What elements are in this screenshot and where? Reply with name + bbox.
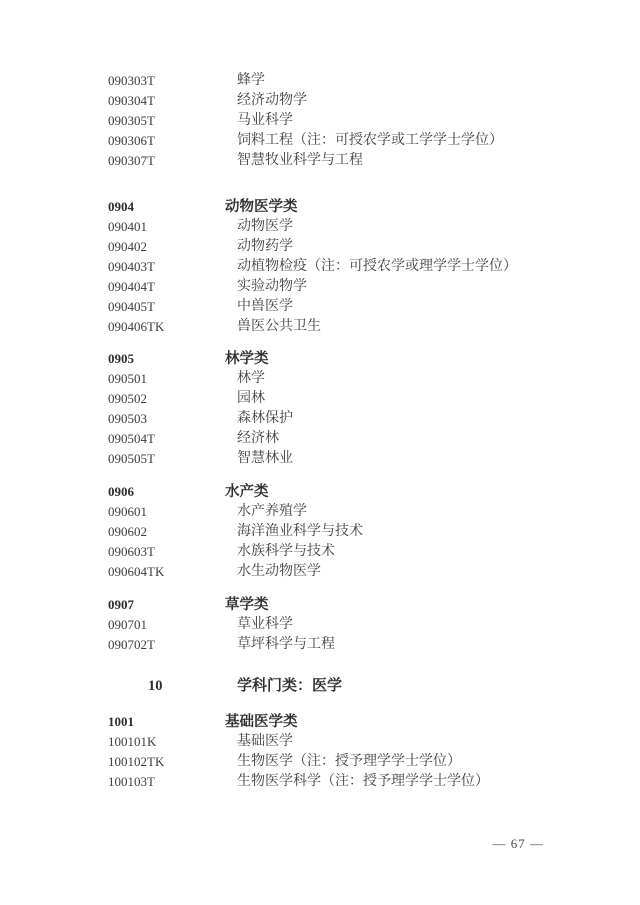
major-name: 实验动物学	[237, 279, 307, 294]
major-code: 090505T	[108, 451, 155, 466]
major-name: 智慧牧业科学与工程	[237, 153, 363, 168]
category-title: 林学类	[225, 351, 269, 367]
major-code: 090403T	[108, 259, 155, 274]
major-name: 饲料工程（注：可授农学或工学学士学位）	[237, 133, 503, 148]
major-name: 森林保护	[237, 411, 293, 426]
major-name: 基础医学	[237, 734, 293, 749]
category-code: 1001	[108, 714, 134, 729]
major-row	[108, 772, 600, 792]
major-name: 兽医公共卫生	[237, 319, 321, 334]
category-code: 0905	[108, 351, 134, 366]
major-code: 090401	[108, 219, 147, 234]
major-code: 090306T	[108, 133, 155, 148]
major-code: 090305T	[108, 113, 155, 128]
major-row	[108, 277, 600, 297]
major-code: 090601	[108, 504, 147, 519]
major-code: 090501	[108, 371, 147, 386]
category-title: 基础医学类	[225, 714, 298, 730]
major-name: 园林	[237, 391, 265, 406]
major-name: 中兽医学	[237, 299, 293, 314]
major-code: 090402	[108, 239, 147, 254]
category-row	[108, 712, 600, 732]
major-name: 草坪科学与工程	[237, 637, 335, 652]
major-row	[108, 131, 600, 151]
major-name: 海洋渔业科学与技术	[237, 524, 363, 539]
major-name: 生物医学科学（注：授予理学学士学位）	[237, 774, 489, 789]
major-code: 090604TK	[108, 564, 165, 579]
majors-continuation-section	[108, 71, 600, 171]
major-code: 090304T	[108, 93, 155, 108]
category-row	[108, 197, 600, 217]
major-row	[108, 409, 600, 429]
major-name: 水产养殖学	[237, 504, 307, 519]
division-title: 学科门类：医学	[237, 678, 343, 694]
major-name: 动物药学	[237, 239, 293, 254]
major-code: 090307T	[108, 153, 155, 168]
major-row	[108, 635, 600, 655]
category-row	[108, 595, 600, 615]
category-code: 0906	[108, 484, 134, 499]
category-section	[108, 197, 600, 337]
category-row	[108, 482, 600, 502]
major-name: 蜂学	[237, 73, 265, 88]
major-code: 090502	[108, 391, 147, 406]
category-title: 水产类	[225, 484, 269, 500]
category-title: 动物医学类	[225, 199, 298, 215]
major-row	[108, 237, 600, 257]
division-heading	[108, 675, 600, 697]
major-row	[108, 369, 600, 389]
major-row	[108, 542, 600, 562]
major-code: 090406TK	[108, 319, 165, 334]
category-section	[108, 595, 600, 655]
division-code: 10	[148, 678, 163, 694]
category-section	[108, 349, 600, 469]
major-name: 动植物检疫（注：可授农学或理学学士学位）	[237, 259, 517, 274]
major-catalog-list	[108, 71, 600, 804]
major-row	[108, 71, 600, 91]
major-code: 100103T	[108, 774, 155, 789]
major-code: 100101K	[108, 734, 157, 749]
major-code: 090405T	[108, 299, 155, 314]
major-code: 090603T	[108, 544, 155, 559]
major-code: 100102TK	[108, 754, 165, 769]
major-code: 090602	[108, 524, 147, 539]
category-section	[108, 482, 600, 582]
major-name: 水族科学与技术	[237, 544, 335, 559]
major-code: 090702T	[108, 637, 155, 652]
major-row	[108, 449, 600, 469]
major-code: 090404T	[108, 279, 155, 294]
major-row	[108, 297, 600, 317]
major-row	[108, 429, 600, 449]
major-code: 090303T	[108, 73, 155, 88]
major-row	[108, 257, 600, 277]
major-name: 经济林	[237, 431, 279, 446]
major-row	[108, 217, 600, 237]
major-row	[108, 522, 600, 542]
major-name: 经济动物学	[237, 93, 307, 108]
major-row	[108, 752, 600, 772]
major-row	[108, 91, 600, 111]
major-name: 草业科学	[237, 617, 293, 632]
major-name: 马业科学	[237, 113, 293, 128]
category-section	[108, 712, 600, 792]
category-title: 草学类	[225, 597, 269, 613]
major-row	[108, 317, 600, 337]
major-code: 090503	[108, 411, 147, 426]
page-number: — 67 —	[492, 836, 544, 851]
major-code: 090701	[108, 617, 147, 632]
major-row	[108, 615, 600, 635]
major-row	[108, 502, 600, 522]
major-row	[108, 389, 600, 409]
major-name: 林学	[237, 371, 265, 386]
category-code: 0904	[108, 199, 134, 214]
category-row	[108, 349, 600, 369]
major-name: 动物医学	[237, 219, 293, 234]
major-row	[108, 151, 600, 171]
major-row	[108, 562, 600, 582]
major-name: 智慧林业	[237, 451, 293, 466]
major-code: 090504T	[108, 431, 155, 446]
major-row	[108, 732, 600, 752]
category-code: 0907	[108, 597, 134, 612]
major-name: 水生动物医学	[237, 564, 321, 579]
major-name: 生物医学（注：授予理学学士学位）	[237, 754, 461, 769]
major-row	[108, 111, 600, 131]
